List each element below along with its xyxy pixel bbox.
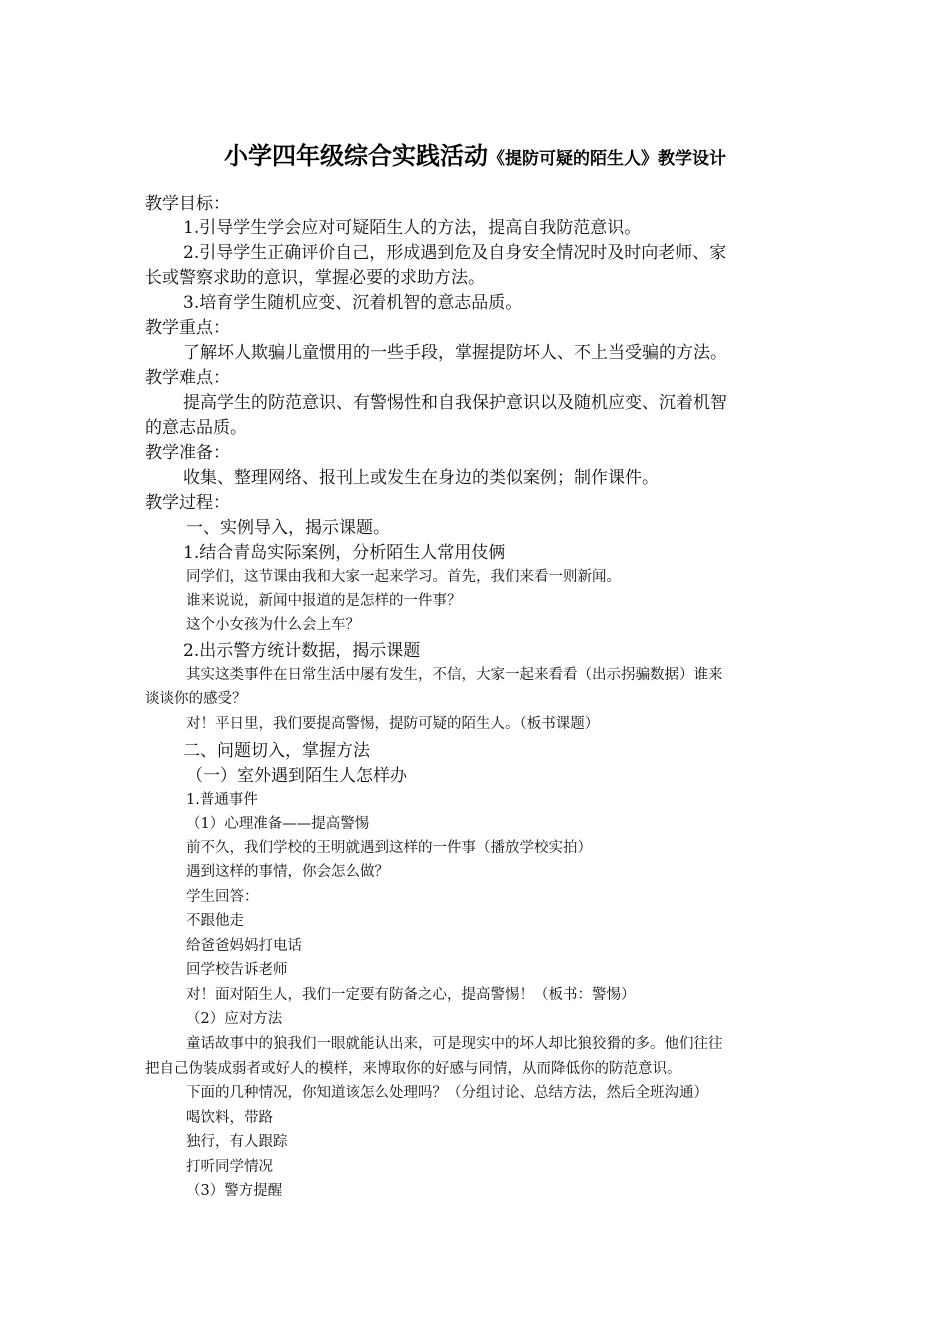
- section-heading: 教学准备：: [145, 443, 230, 463]
- paragraph-line: 喝饮料，带路: [186, 1110, 273, 1126]
- paragraph-line: 谁来说说，新闻中报道的是怎样的一件事？: [186, 593, 462, 609]
- section-heading: 教学重点：: [145, 318, 230, 338]
- paragraph-line: 长或警察求助的意识，掌握必要的求助方法。: [145, 268, 485, 288]
- paragraph-line: 其实这类事件在日常生活中屡有发生，不信，大家一起来看看（出示拐骗数据）谁来: [186, 667, 723, 683]
- paragraph-line: 1.结合青岛实际案例，分析陌生人常用伎俩: [183, 543, 506, 563]
- paragraph-line: 前不久，我们学校的王明就遇到这样的一件事（播放学校实拍）: [186, 840, 592, 856]
- paragraph-line: 谈谈你的感受？: [145, 691, 247, 707]
- paragraph-line: 遇到这样的事情，你会怎么做？: [186, 864, 389, 880]
- paragraph-line: 2.出示警方统计数据，揭示课题: [183, 641, 421, 661]
- paragraph-line: 收集、整理网络、报刊上或发生在身边的类似案例；制作课件。: [183, 468, 659, 488]
- paragraph-line: 3.培育学生随机应变、沉着机智的意志品质。: [183, 293, 523, 313]
- title-main: 小学四年级综合实践活动: [224, 142, 488, 170]
- paragraph-line: （一）室外遇到陌生人怎样办: [186, 766, 407, 786]
- paragraph-line: （2）应对方法: [186, 1011, 283, 1027]
- paragraph-line: 对！平日里，我们要提高警惕，提防可疑的陌生人。（板书课题）: [186, 716, 600, 732]
- paragraph-line: 打听同学情况: [186, 1159, 273, 1175]
- paragraph-line: 2.引导学生正确评价自己，形成遇到危及自身安全情况时及时向老师、家: [183, 243, 727, 263]
- paragraph-line: 给爸爸妈妈打电话: [186, 938, 302, 954]
- paragraph-line: 一、实例导入，揭示课题。: [186, 518, 390, 538]
- section-heading: 教学难点：: [145, 368, 230, 388]
- paragraph-line: 同学们，这节课由我和大家一起来学习。首先，我们来看一则新闻。: [186, 569, 621, 585]
- paragraph-line: （1）心理准备——提高警惕: [186, 816, 370, 832]
- document-title: [0, 136, 950, 171]
- paragraph-line: 了解坏人欺骗儿童惯用的一些手段，掌握提防坏人、不上当受骗的方法。: [183, 343, 727, 363]
- paragraph-line: 童话故事中的狼我们一眼就能认出来，可是现实中的坏人却比狼狡猾的多。他们往往: [186, 1036, 723, 1052]
- paragraph-line: 二、问题切入，掌握方法: [183, 741, 370, 761]
- paragraph-line: 下面的几种情况，你知道该怎么处理吗？（分组讨论、总结方法，然后全班沟通）: [186, 1085, 708, 1101]
- paragraph-line: 1.普通事件: [186, 792, 258, 808]
- paragraph-line: 不跟他走: [186, 913, 244, 929]
- section-heading: 教学目标：: [145, 194, 230, 214]
- section-heading: 教学过程：: [145, 493, 230, 513]
- paragraph-line: （3）警方提醒: [186, 1183, 283, 1199]
- paragraph-line: 1.引导学生学会应对可疑陌生人的方法，提高自我防范意识。: [183, 218, 642, 238]
- paragraph-line: 独行，有人跟踪: [186, 1134, 288, 1150]
- paragraph-line: 把自己伪装成弱者或好人的模样，来博取你的好感与同情，从而降低你的防范意识。: [145, 1061, 682, 1077]
- paragraph-line: 这个小女孩为什么会上车？: [186, 617, 360, 633]
- paragraph-line: 回学校告诉老师: [186, 962, 288, 978]
- paragraph-line: 学生回答：: [186, 889, 259, 905]
- title-sub: 《提防可疑的陌生人》教学设计: [488, 149, 726, 169]
- paragraph-line: 提高学生的防范意识、有警惕性和自我保护意识以及随机应变、沉着机智: [183, 393, 727, 413]
- paragraph-line: 对！面对陌生人，我们一定要有防备之心，提高警惕！（板书：警惕）: [186, 987, 636, 1003]
- paragraph-line: 的意志品质。: [145, 418, 247, 438]
